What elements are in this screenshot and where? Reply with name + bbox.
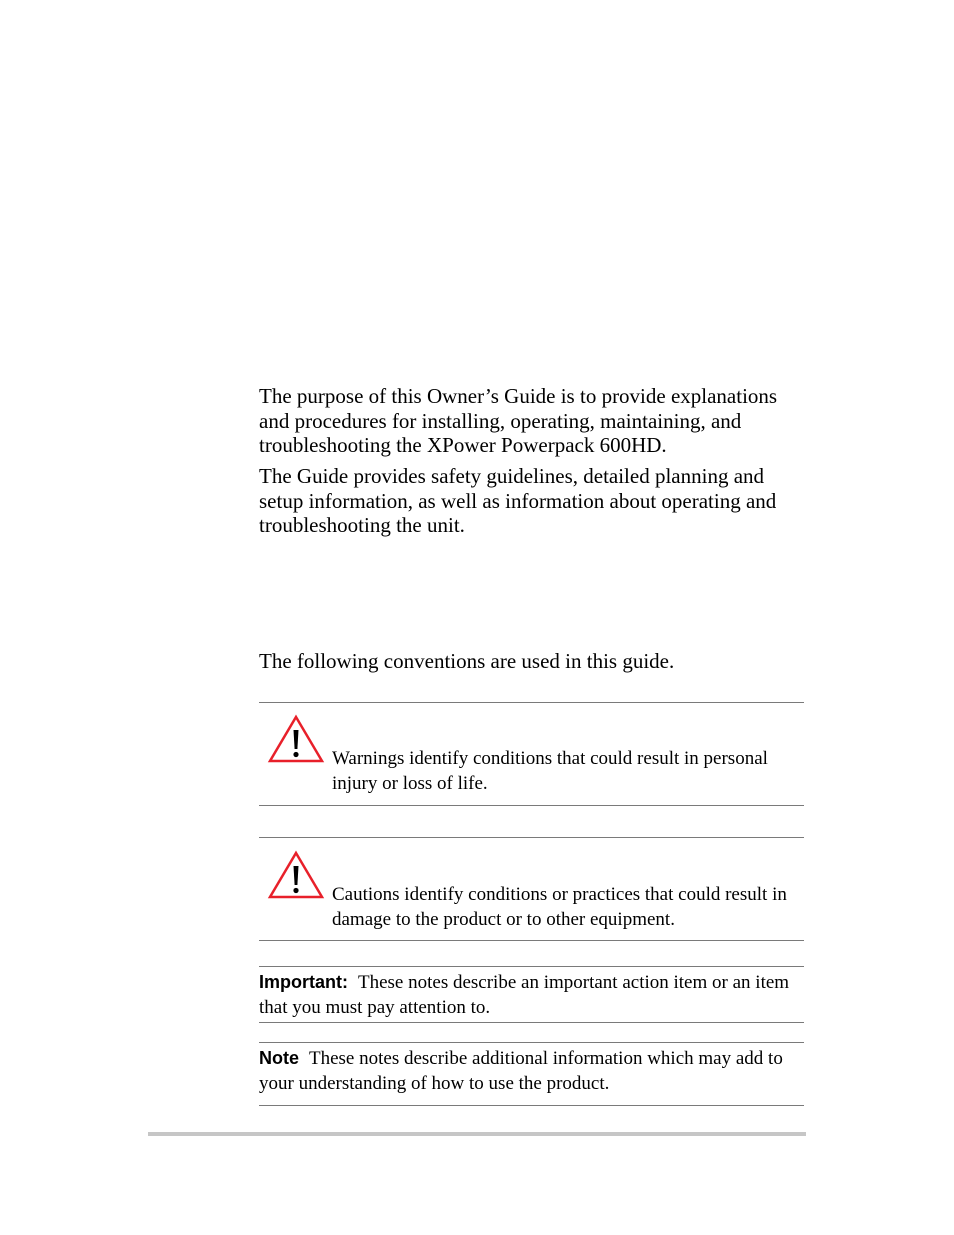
note-label: Note <box>259 1048 299 1068</box>
warning-top-rule <box>259 702 804 703</box>
caution-top-rule <box>259 837 804 838</box>
warning-text: Warnings identify conditions that could result in personal injury or loss of life. <box>332 748 768 794</box>
important-note <box>259 970 804 1020</box>
caution-triangle-icon <box>267 850 325 900</box>
footer-bar <box>148 1132 806 1136</box>
warning-triangle-icon <box>267 714 325 764</box>
note-bottom-rule <box>259 1105 804 1106</box>
important-label: Important: <box>259 972 348 992</box>
important-bottom-rule <box>259 1022 804 1023</box>
important-top-rule <box>259 966 804 967</box>
caution-bottom-rule <box>259 940 804 941</box>
note-block <box>259 1046 804 1096</box>
caution-text: Cautions identify conditions or practices that could result in damage to the product or to other equipment. <box>332 884 787 930</box>
note-top-rule <box>259 1042 804 1043</box>
warning-bottom-rule <box>259 805 804 806</box>
purpose-paragraph: The purpose of this Owner’s Guide is to provide explanations and procedures for installing, operating, maintaining, and troubleshooting the XPower Powerpack 600HD. <box>259 384 778 457</box>
conventions-intro-paragraph: The following conventions are used in this guide. <box>259 649 675 673</box>
important-text: These notes describe an important action item or an item that you must pay attention to. <box>259 972 790 1018</box>
note-text: These notes describe additional information which may add to your understanding of how to use the product. <box>259 1048 783 1094</box>
guide-description-paragraph: The Guide provides safety guidelines, detailed planning and setup information, as well as information about operating and troubleshooting the unit. <box>259 464 777 537</box>
